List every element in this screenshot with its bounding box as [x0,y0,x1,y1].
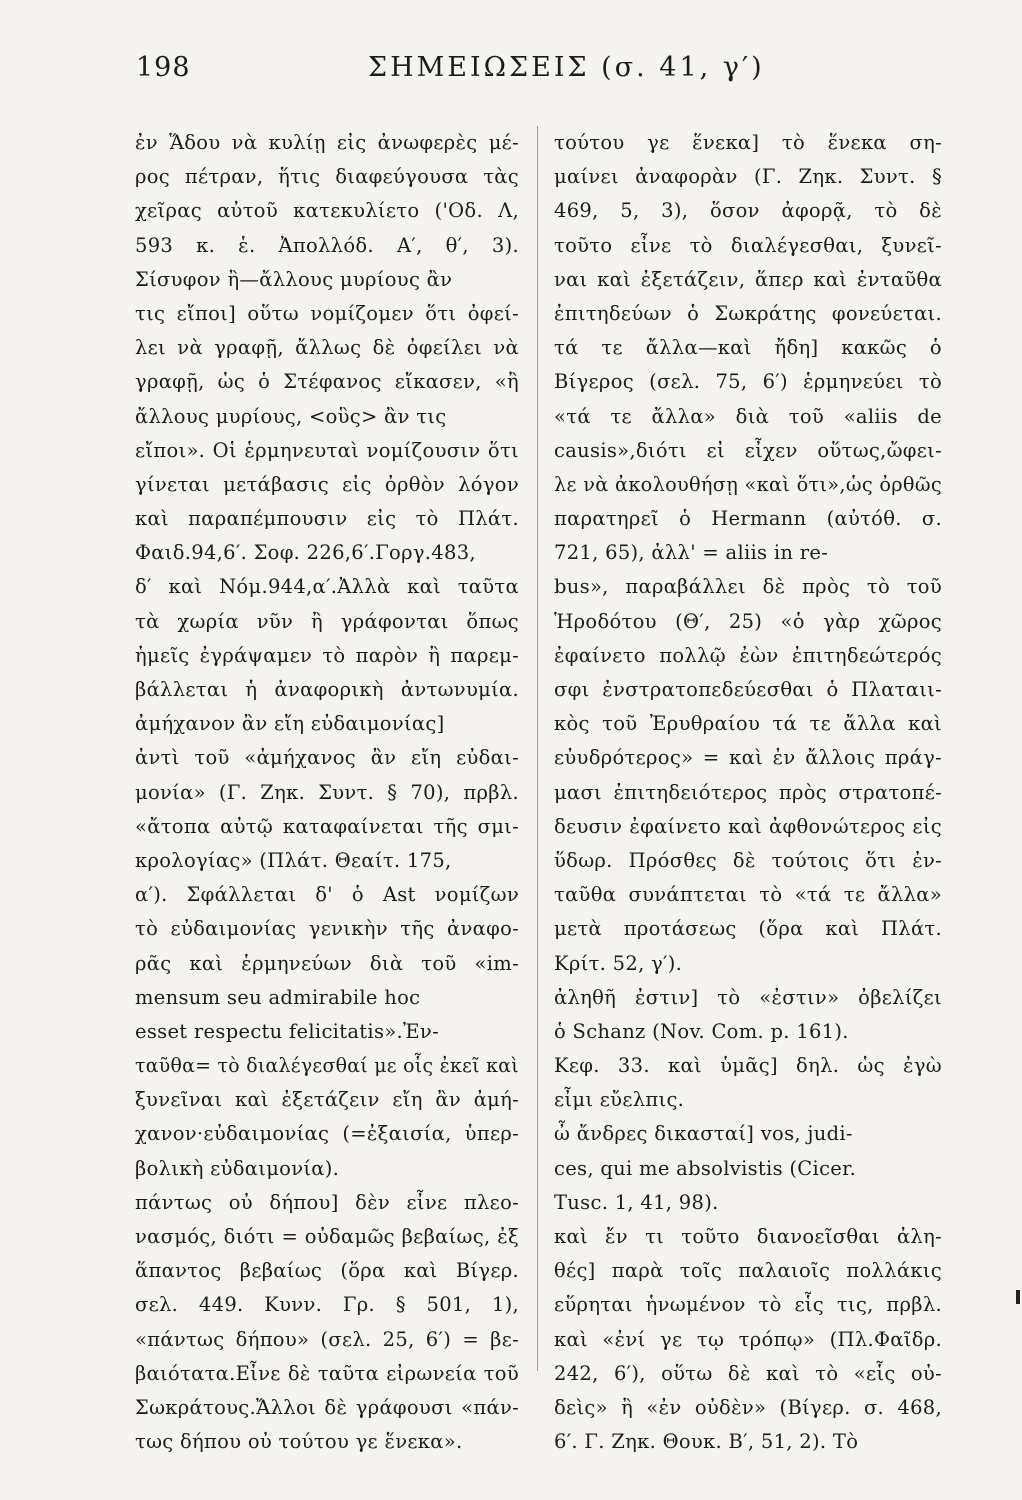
text-line: λει νὰ γραφῇ, ἄλλως δὲ ὀφείλει νὰ [135,336,519,360]
right-column [554,126,942,1459]
text-line: εὕρηται ἡνωμένον τὸ εἷς τις, πρβλ. [554,1293,942,1317]
text-line: λε νὰ ἀκολουθήσῃ «καὶ ὅτι»,ὡς ὀρθῶς [554,472,942,496]
text-line: δ′ καὶ Νόμ.944,α′.Ἀλλὰ καὶ ταῦτα [135,575,519,599]
text-line: χανον·εὐδαιμονίας (=ἐξαισία, ὑπερ- [135,1122,519,1146]
text-line: μετὰ προτάσεως (ὅρα καὶ Πλάτ. [554,917,942,941]
text-line: τούτου γε ἕνεκα] τὸ ἕνεκα ση- [554,131,942,154]
text-line: esset respectu felicitatis».Ἐν- [135,1019,439,1043]
text-line: τά τε ἄλλα—καὶ ἤδη] κακῶς ὁ [554,336,942,360]
text-line: εἶμι εὔελπις. [554,1088,685,1112]
text-line: καὶ ἔν τι τοῦτο διανοεῖσθαι ἀλη- [554,1225,942,1248]
text-line: ἅπαντος βεβαίως (ὅρα καὶ Βίγερ. [135,1259,519,1283]
text-line: 593 κ. ἑ. Ἀπολλόδ. Α′, θ′, 3). [135,233,519,257]
text-line: ὁ Schanz (Nov. Com. p. 161). [554,1019,849,1043]
text-line: σφι ἐνστρατοπεδεύεσθαι ὁ Πλαταιι- [554,678,942,701]
text-line: δεὶς» ἢ «ἐν οὐδὲν» (Βίγερ. σ. 468, [554,1395,942,1419]
text-line: βάλλεται ἡ ἀναφορικὴ ἀντωνυμία. [135,678,519,701]
text-line: ταῦθα συνάπτεται τὸ «τά τε ἄλλα» [554,883,942,907]
text-line: Σωκράτους.Ἄλλοι δὲ γράφουσι «πάν- [135,1395,519,1419]
text-line: μονία» (Γ. Ζηκ. Συντ. § 70), πρβλ. [135,780,519,804]
text-line: ἀντὶ τοῦ «ἀμήχανος ἂν εἴη εὐδαι- [135,746,519,770]
text-line: γίνεται μετάβασις εἰς ὀρθὸν λόγον [135,472,519,496]
text-line: εἴποι». Οἱ ἑρμηνευταὶ νομίζουσιν ὅτι [135,438,519,462]
text-line: νασμός, διότι = οὐδαμῶς βεβαίως, ἐξ [135,1225,519,1248]
text-line: καὶ «ἐνί γε τῳ τρόπῳ» (Πλ.Φαῖδρ. [554,1327,942,1351]
text-line: τως δήπου οὐ τούτου γε ἕνεκα». [135,1430,463,1454]
margin-mark [1014,1290,1022,1320]
text-line: «τά τε ἄλλα» διὰ τοῦ «aliis de [554,404,942,428]
text-line: παρατηρεῖ ὁ Hermann (αὐτόθ. σ. [554,507,942,531]
text-line: βαιότατα.Εἶνε δὲ ταῦτα εἰρωνεία τοῦ [135,1361,519,1385]
text-line: μαίνει ἀναφορὰν (Γ. Ζηκ. Συντ. § [554,165,942,189]
text-line: δευσιν ἐφαίνετο καὶ ἀφθονώτερος εἰς [554,814,942,838]
text-line: τις εἴποι] οὕτω νομίζομεν ὅτι ὀφεί- [135,301,519,325]
text-line: ὕδωρ. Πρόσθες δὲ τούτοις ὅτι ἐν- [554,848,942,872]
text-line: ὦ ἄνδρες δικασταί] vos, judi- [554,1122,853,1146]
text-line: ρος πέτραν, ἥτις διαφεύγουσα τὰς [135,165,519,189]
text-line: μασι ἐπιτηδειότερος πρὸς στρατοπέ- [554,780,942,804]
text-line: Κεφ. 33. καὶ ὑμᾶς] δηλ. ὡς ἐγὼ [554,1054,942,1078]
text-line: κρολογίας» (Πλάτ. Θεαίτ. 175, [135,848,452,872]
text-line: ἐφαίνετο πολλῷ ἐὼν ἐπιτηδεώτερός [554,643,942,667]
text-line: 721, 65), ἀλλ' = aliis in re- [554,541,829,565]
text-line: σελ. 449. Κυνν. Γρ. § 501, 1), [135,1293,519,1317]
text-line: Σίσυφον ἢ—ἄλλους μυρίους ἂν [135,267,453,291]
page-number: 198 [136,52,191,83]
text-line: θές] παρὰ τοῖς παλαιοῖς πολλάκις [554,1259,942,1283]
text-line: ces, qui me absolvistis (Cicer. [554,1156,857,1180]
text-line: ρᾶς καὶ ἑρμηνεύων διὰ τοῦ «im- [135,951,519,975]
text-line: κὸς τοῦ Ἐρυθραίου τά τε ἄλλα καὶ [554,712,942,736]
text-line: ἀληθῆ ἐστιν] τὸ «ἐστιν» ὀβελίζει [554,985,942,1009]
text-line: ἐν Ἅδου νὰ κυλίῃ εἰς ἀνωφερὲς μέ- [135,131,519,154]
text-line: ταῦθα= τὸ διαλέγεσθαί με οἷς ἐκεῖ καὶ [135,1054,519,1078]
text-line: Ἡροδότου (Θ′, 25) «ὁ γὰρ χῶρος [554,609,942,633]
left-column [135,126,519,1459]
text-line: βολικὴ εὐδαιμονία). [135,1156,340,1180]
text-line: τὰ χωρία νῦν ἢ γράφονται ὅπως [135,609,519,633]
text-line: εὐυδρότερος» = καὶ ἐν ἄλλοις πράγ- [554,746,942,770]
text-line: «πάντως δήπου» (σελ. 25, 6′) = βε- [135,1327,519,1351]
column-divider [537,126,538,1371]
text-line: ἡμεῖς ἐγράψαμεν τὸ παρὸν ἢ παρεμ- [135,643,519,667]
running-header [136,52,908,96]
text-line: causis»,διότι εἰ εἶχεν οὕτως,ὤφει- [554,438,942,462]
text-line: «ἄτοπα αὐτῷ καταφαίνεται τῆς σμι- [135,814,519,838]
text-line: mensum seu admirabile hoc [135,985,421,1009]
text-line: ναι καὶ ἐξετάζειν, ἅπερ καὶ ἐνταῦθα [554,267,942,291]
text-line: τοῦτο εἶνε τὸ διαλέγεσθαι, ξυνεῖ- [554,233,942,257]
text-line: καὶ παραπέμπουσιν εἰς τὸ Πλάτ. [135,507,519,531]
text-line: α′). Σφάλλεται δ' ὁ Ast νομίζων [135,883,519,907]
text-line: Κρίτ. 52, γ′). [554,951,683,975]
text-line: Tusc. 1, 41, 98). [554,1190,719,1214]
text-line: γραφῇ, ὡς ὁ Στέφανος εἴκασεν, «ἢ [135,370,519,394]
text-line: 6′. Γ. Ζηκ. Θουκ. Β′, 51, 2). Τὸ [554,1430,859,1454]
text-line: Φαιδ.94,6′. Σοφ. 226,6′.Γοργ.483, [135,541,476,565]
running-title: ΣΗΜΕΙΩΣΕΙΣ (σ. 41, γ′) [368,52,765,83]
text-line: ἐπιτηδεύων ὁ Σωκράτης φονεύεται. [554,301,942,325]
text-line: 469, 5, 3), ὅσον ἀφορᾷ, τὸ δὲ [554,199,942,223]
text-line: χεῖρας αὐτοῦ κατεκυλίετο ('Οδ. Λ, [135,199,519,223]
text-line: ἀμήχανον ἂν εἴη εὐδαιμονίας] [135,712,445,736]
text-line: ἄλλους μυρίους, <οὓς> ἂν τις [135,404,447,428]
text-line: πάντως οὐ δήπου] δὲν εἶνε πλεο- [135,1190,519,1214]
text-line: τὸ εὐδαιμονίας γενικὴν τῆς ἀναφο- [135,917,519,941]
text-line: Βίγερος (σελ. 75, 6′) ἑρμηνεύει τὸ [554,370,942,394]
text-line: 242, 6′), οὕτω δὲ καὶ τὸ «εἷς οὐ- [554,1361,942,1385]
text-line: ξυνεῖναι καὶ ἐξετάζειν εἴη ἂν ἀμή- [135,1088,519,1112]
text-line: bus», παραβάλλει δὲ πρὸς τὸ τοῦ [554,575,942,599]
